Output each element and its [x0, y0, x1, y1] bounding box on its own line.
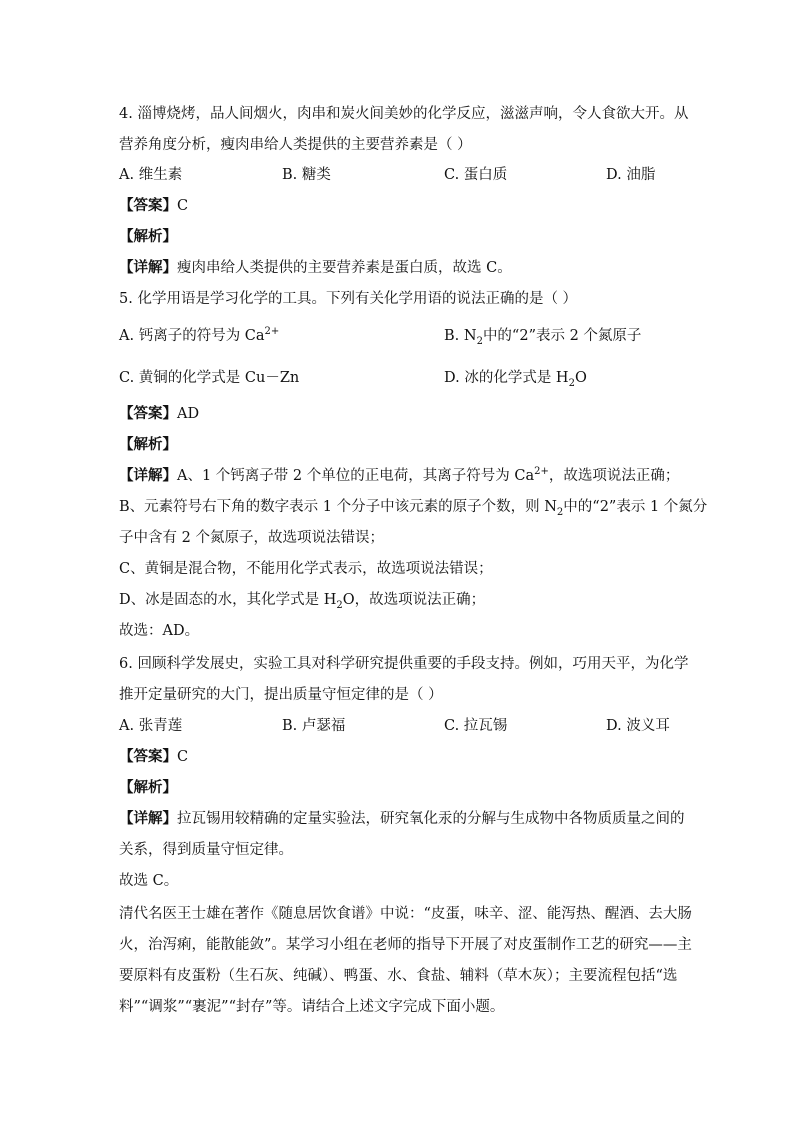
detail-label: 【详解】: [119, 467, 177, 484]
answer-value: C: [177, 198, 189, 214]
passage-line4: 料”“调浆”“裹泥”“封存”等。请结合上述文字完成下面小题。: [119, 999, 505, 1015]
detail-text-post: ，故选项说法正确；: [548, 468, 680, 484]
q4-stem-line2: 营养角度分析，瘦肉串给人类提供的主要营养素是（ ）: [119, 137, 472, 153]
q5-detail-a: [119, 466, 679, 486]
q5-option-a: [119, 326, 279, 346]
q4-option-a: A. 维生素: [119, 167, 183, 183]
passage-line3: 要原料有皮蛋粉（生石灰、纯碱）、鸭蛋、水、食盐、辅料（草木灰）；主要流程包括“选: [119, 968, 678, 984]
q5-option-a-text: A. 钙离子的符号为 Ca: [119, 328, 265, 344]
detail-sub: 2: [336, 599, 343, 611]
detail-text-post: O，故选项说法正确；: [342, 592, 486, 608]
q5-option-b: [444, 326, 641, 346]
detail-sub: 2: [556, 506, 564, 518]
q5-detail-b-line1: [119, 497, 707, 517]
q6-option-b: B. 卢瑟福: [282, 718, 346, 734]
detail-text-post: 中的“2”表示 1 个氮分: [563, 499, 708, 515]
answer-label: 【答案】: [119, 405, 177, 422]
q5-option-c: C. 黄铜的化学式是 Cu－Zn: [119, 370, 300, 386]
q5-analysis-label: 【解析】: [119, 436, 177, 453]
passage-line1: 清代名医王士雄在著作《随息居饮食谱》中说：“皮蛋，味辛、涩、能泻热、醒酒、去大肠: [119, 906, 692, 922]
detail-text: 拉瓦锡用较精确的定量实验法，研究氧化汞的分解与生成物中各物质质量之间的: [177, 811, 685, 827]
q6-stem-line2: 推开定量研究的大门，提出质量守恒定律的是（ ）: [119, 687, 443, 703]
q6-option-c: C. 拉瓦锡: [444, 718, 508, 734]
q4-analysis-label: 【解析】: [119, 228, 177, 245]
q4-answer: [119, 196, 188, 216]
q4-detail: [119, 258, 512, 278]
q4-option-b: B. 糖类: [282, 167, 331, 183]
q6-option-d: D. 波义耳: [606, 718, 670, 734]
q5-answer: [119, 404, 199, 424]
detail-text: D、冰是固态的水，其化学式是 H: [119, 592, 337, 608]
q5-option-b-sub: 2: [476, 335, 483, 347]
q5-option-d-sub: 2: [568, 377, 575, 389]
detail-label: 【详解】: [119, 810, 177, 827]
q5-option-d: [444, 368, 587, 388]
detail-text: A、1 个钙离子带 2 个单位的正电荷，其离子符号为 Ca: [177, 468, 535, 484]
q6-option-a: A. 张青莲: [119, 718, 183, 734]
q5-detail-c: C、黄铜是混合物，不能用化学式表示，故选项说法错误；: [119, 561, 493, 577]
q4-option-d: D. 油脂: [606, 167, 656, 183]
answer-value: AD: [177, 406, 200, 422]
detail-text: 瘦肉串给人类提供的主要营养素是蛋白质，故选 C。: [177, 260, 512, 276]
answer-value: C: [177, 749, 189, 765]
answer-label: 【答案】: [119, 197, 177, 214]
q6-conclusion: 故选 C。: [119, 873, 179, 889]
answer-label: 【答案】: [119, 748, 177, 765]
q4-stem-line1: 4. 淄博烧烤，品人间烟火，肉串和炭火间美妙的化学反应，滋滋声响，令人食欲大开。从: [119, 106, 689, 122]
detail-text: B、元素符号右下角的数字表示 1 个分子中该元素的原子个数，则 N: [119, 499, 557, 515]
q6-detail-line2: 关系，得到质量守恒定律。: [119, 842, 293, 858]
q5-option-d-post: O: [574, 370, 587, 386]
q5-option-a-sup: 2+: [264, 326, 280, 338]
q4-option-c: C. 蛋白质: [444, 167, 508, 183]
passage-line2: 火，治泻痢，能散能敛”。某学习小组在老师的指导下开展了对皮蛋制作工艺的研究——主: [119, 937, 692, 953]
q6-answer: [119, 747, 188, 767]
q5-stem: 5. 化学用语是学习化学的工具。下列有关化学用语的说法正确的是（ ）: [119, 291, 578, 307]
q6-detail-line1: [119, 809, 685, 829]
q5-option-d-text: D. 冰的化学式是 H: [444, 370, 569, 386]
q5-detail-b-line2: 子中含有 2 个氮原子，故选项说法错误；: [119, 530, 384, 546]
q6-analysis-label: 【解析】: [119, 779, 177, 796]
q6-stem-line1: 6. 回顾科学发展史，实验工具对科学研究提供重要的手段支持。例如，巧用天平，为化学: [119, 656, 689, 672]
detail-sup: 2+: [534, 466, 549, 478]
q5-option-b-text: B. N: [444, 328, 477, 344]
detail-label: 【详解】: [119, 259, 177, 276]
q5-detail-d: [119, 590, 485, 610]
q5-option-b-post: 中的“2”表示 2 个氮原子: [482, 328, 642, 344]
q5-conclusion: 故选：AD。: [119, 623, 200, 639]
